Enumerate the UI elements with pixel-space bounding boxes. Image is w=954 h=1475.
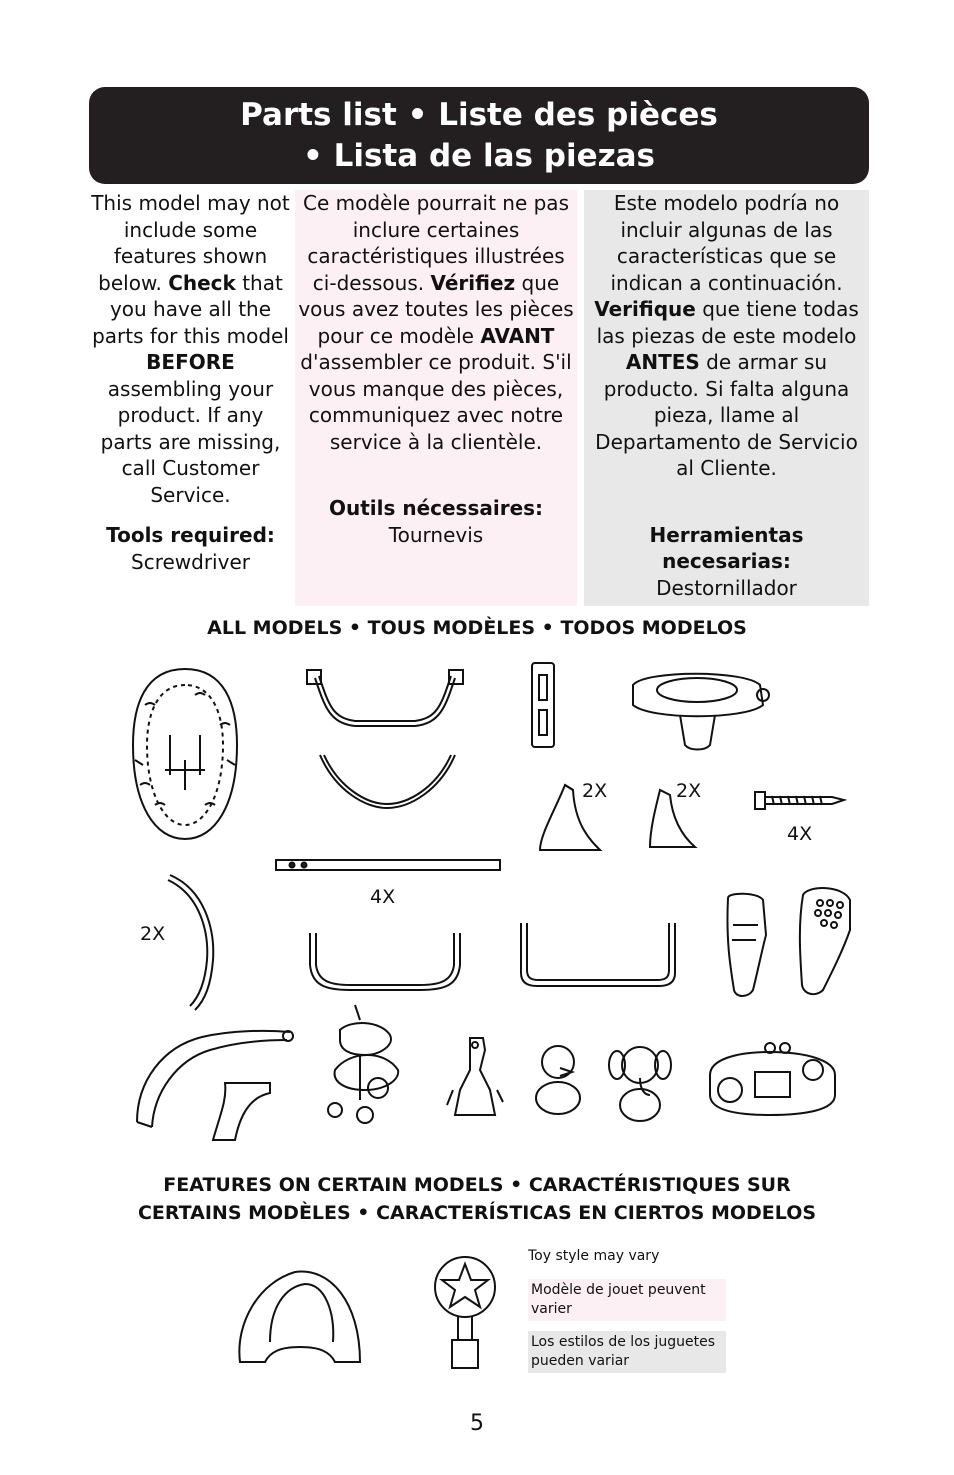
base-hub-illustration bbox=[625, 665, 770, 755]
french-tools bbox=[295, 495, 577, 548]
u-frame-square-illustration bbox=[513, 918, 683, 993]
bracket-illustration bbox=[205, 1075, 275, 1145]
french-before: AVANT bbox=[480, 323, 555, 348]
wire-bar-illustration bbox=[315, 750, 460, 815]
page-number: 5 bbox=[470, 1411, 484, 1436]
spanish-text-3: de armar su producto. Si falta alguna pieza, llame al Departamento de Servicio al Cliente. bbox=[595, 350, 858, 480]
features-heading bbox=[60, 1171, 894, 1227]
arc-tube-illustration bbox=[165, 870, 220, 1015]
u-frame-curved-illustration bbox=[300, 925, 470, 1000]
features-heading-line-1: FEATURES ON CERTAIN MODELS • CARACTÉRISTIQUES SUR bbox=[163, 1174, 791, 1196]
giraffe-toy-illustration bbox=[445, 1030, 505, 1125]
english-column bbox=[91, 190, 290, 575]
long-tube-illustration bbox=[272, 855, 504, 877]
spanish-intro bbox=[584, 190, 869, 482]
english-before: BEFORE bbox=[146, 350, 235, 374]
french-check: Vérifiez bbox=[430, 270, 516, 295]
star-toy-illustration bbox=[428, 1250, 503, 1375]
english-text-2: that you have all the parts for this model bbox=[92, 270, 289, 348]
spanish-text-1: Este modelo podría no incluir algunas de las características que se indican a continuación. bbox=[610, 191, 843, 295]
features-heading-line-2: CERTAINS MODÈLES • CARACTERÍSTICAS EN CIERTOS MODELOS bbox=[137, 1202, 817, 1224]
english-tools-label: Tools required: bbox=[106, 523, 275, 547]
french-column bbox=[295, 190, 577, 606]
side-handle-right-illustration bbox=[788, 885, 858, 1000]
connector-rod-illustration bbox=[528, 660, 558, 750]
french-tools-value: Tournevis bbox=[388, 522, 484, 547]
toy-note-english: Toy style may vary bbox=[528, 1248, 660, 1264]
spanish-check: Verifique bbox=[594, 297, 696, 321]
spanish-text-2: que tiene todas las piezas de este modelo bbox=[596, 297, 859, 348]
leg-small-quantity: 2X bbox=[676, 780, 702, 802]
electronic-toy-bar-illustration bbox=[705, 1040, 840, 1120]
arc-quantity: 2X bbox=[140, 923, 166, 945]
french-text-3: d'assembler ce produit. S'il vous manque des pièces, communiquez avec notre service à la clientèle. bbox=[300, 350, 572, 454]
header-title-line-1: Parts list • Liste des pièces bbox=[240, 96, 718, 133]
spanish-tools bbox=[584, 522, 869, 602]
french-text-1: Ce modèle pourrait ne pas inclure certaines caractéristiques illustrées ci-dessous. bbox=[303, 191, 569, 295]
elephant-toy-illustration bbox=[605, 1040, 675, 1125]
french-tools-label: Outils nécessaires: bbox=[328, 496, 544, 520]
english-text-3: assembling your product. If any parts are missing, call Customer Service. bbox=[100, 376, 281, 507]
seat-pad-illustration bbox=[125, 665, 245, 845]
head-support-illustration bbox=[235, 1262, 365, 1377]
english-intro bbox=[91, 190, 290, 508]
english-text-1: This model may not include some features shown below. bbox=[91, 191, 290, 295]
upper-bar-illustration bbox=[305, 668, 465, 743]
header-title-line-2: • Lista de las piezas bbox=[302, 137, 656, 174]
spanish-column bbox=[584, 190, 869, 606]
mobile-toy-illustration bbox=[320, 1000, 405, 1130]
leg-large-quantity: 2X bbox=[582, 780, 608, 802]
tube-quantity: 4X bbox=[370, 886, 396, 908]
english-check: Check bbox=[168, 270, 236, 295]
english-tools-value: Screwdriver bbox=[131, 549, 250, 574]
side-handle-left-illustration bbox=[718, 890, 773, 1000]
french-intro bbox=[295, 190, 577, 455]
parts-list-header bbox=[89, 87, 869, 184]
toy-note-spanish: Los estilos de los juguetes pueden variar bbox=[528, 1331, 726, 1373]
all-models-heading: ALL MODELS • TOUS MODÈLES • TODOS MODELOS bbox=[207, 617, 747, 639]
english-tools bbox=[91, 522, 290, 575]
screw-illustration bbox=[752, 788, 847, 813]
spanish-before: ANTES bbox=[625, 350, 700, 374]
french-text-2: que vous avez toutes les pièces pour ce modèle bbox=[298, 270, 574, 348]
spanish-tools-value: Destornillador bbox=[656, 575, 797, 600]
toy-note-french: Modèle de jouet peuvent varier bbox=[528, 1279, 726, 1321]
screw-quantity: 4X bbox=[787, 823, 813, 845]
duck-toy-illustration bbox=[530, 1040, 585, 1120]
spanish-tools-label: Herramientas necesarias: bbox=[649, 522, 804, 573]
